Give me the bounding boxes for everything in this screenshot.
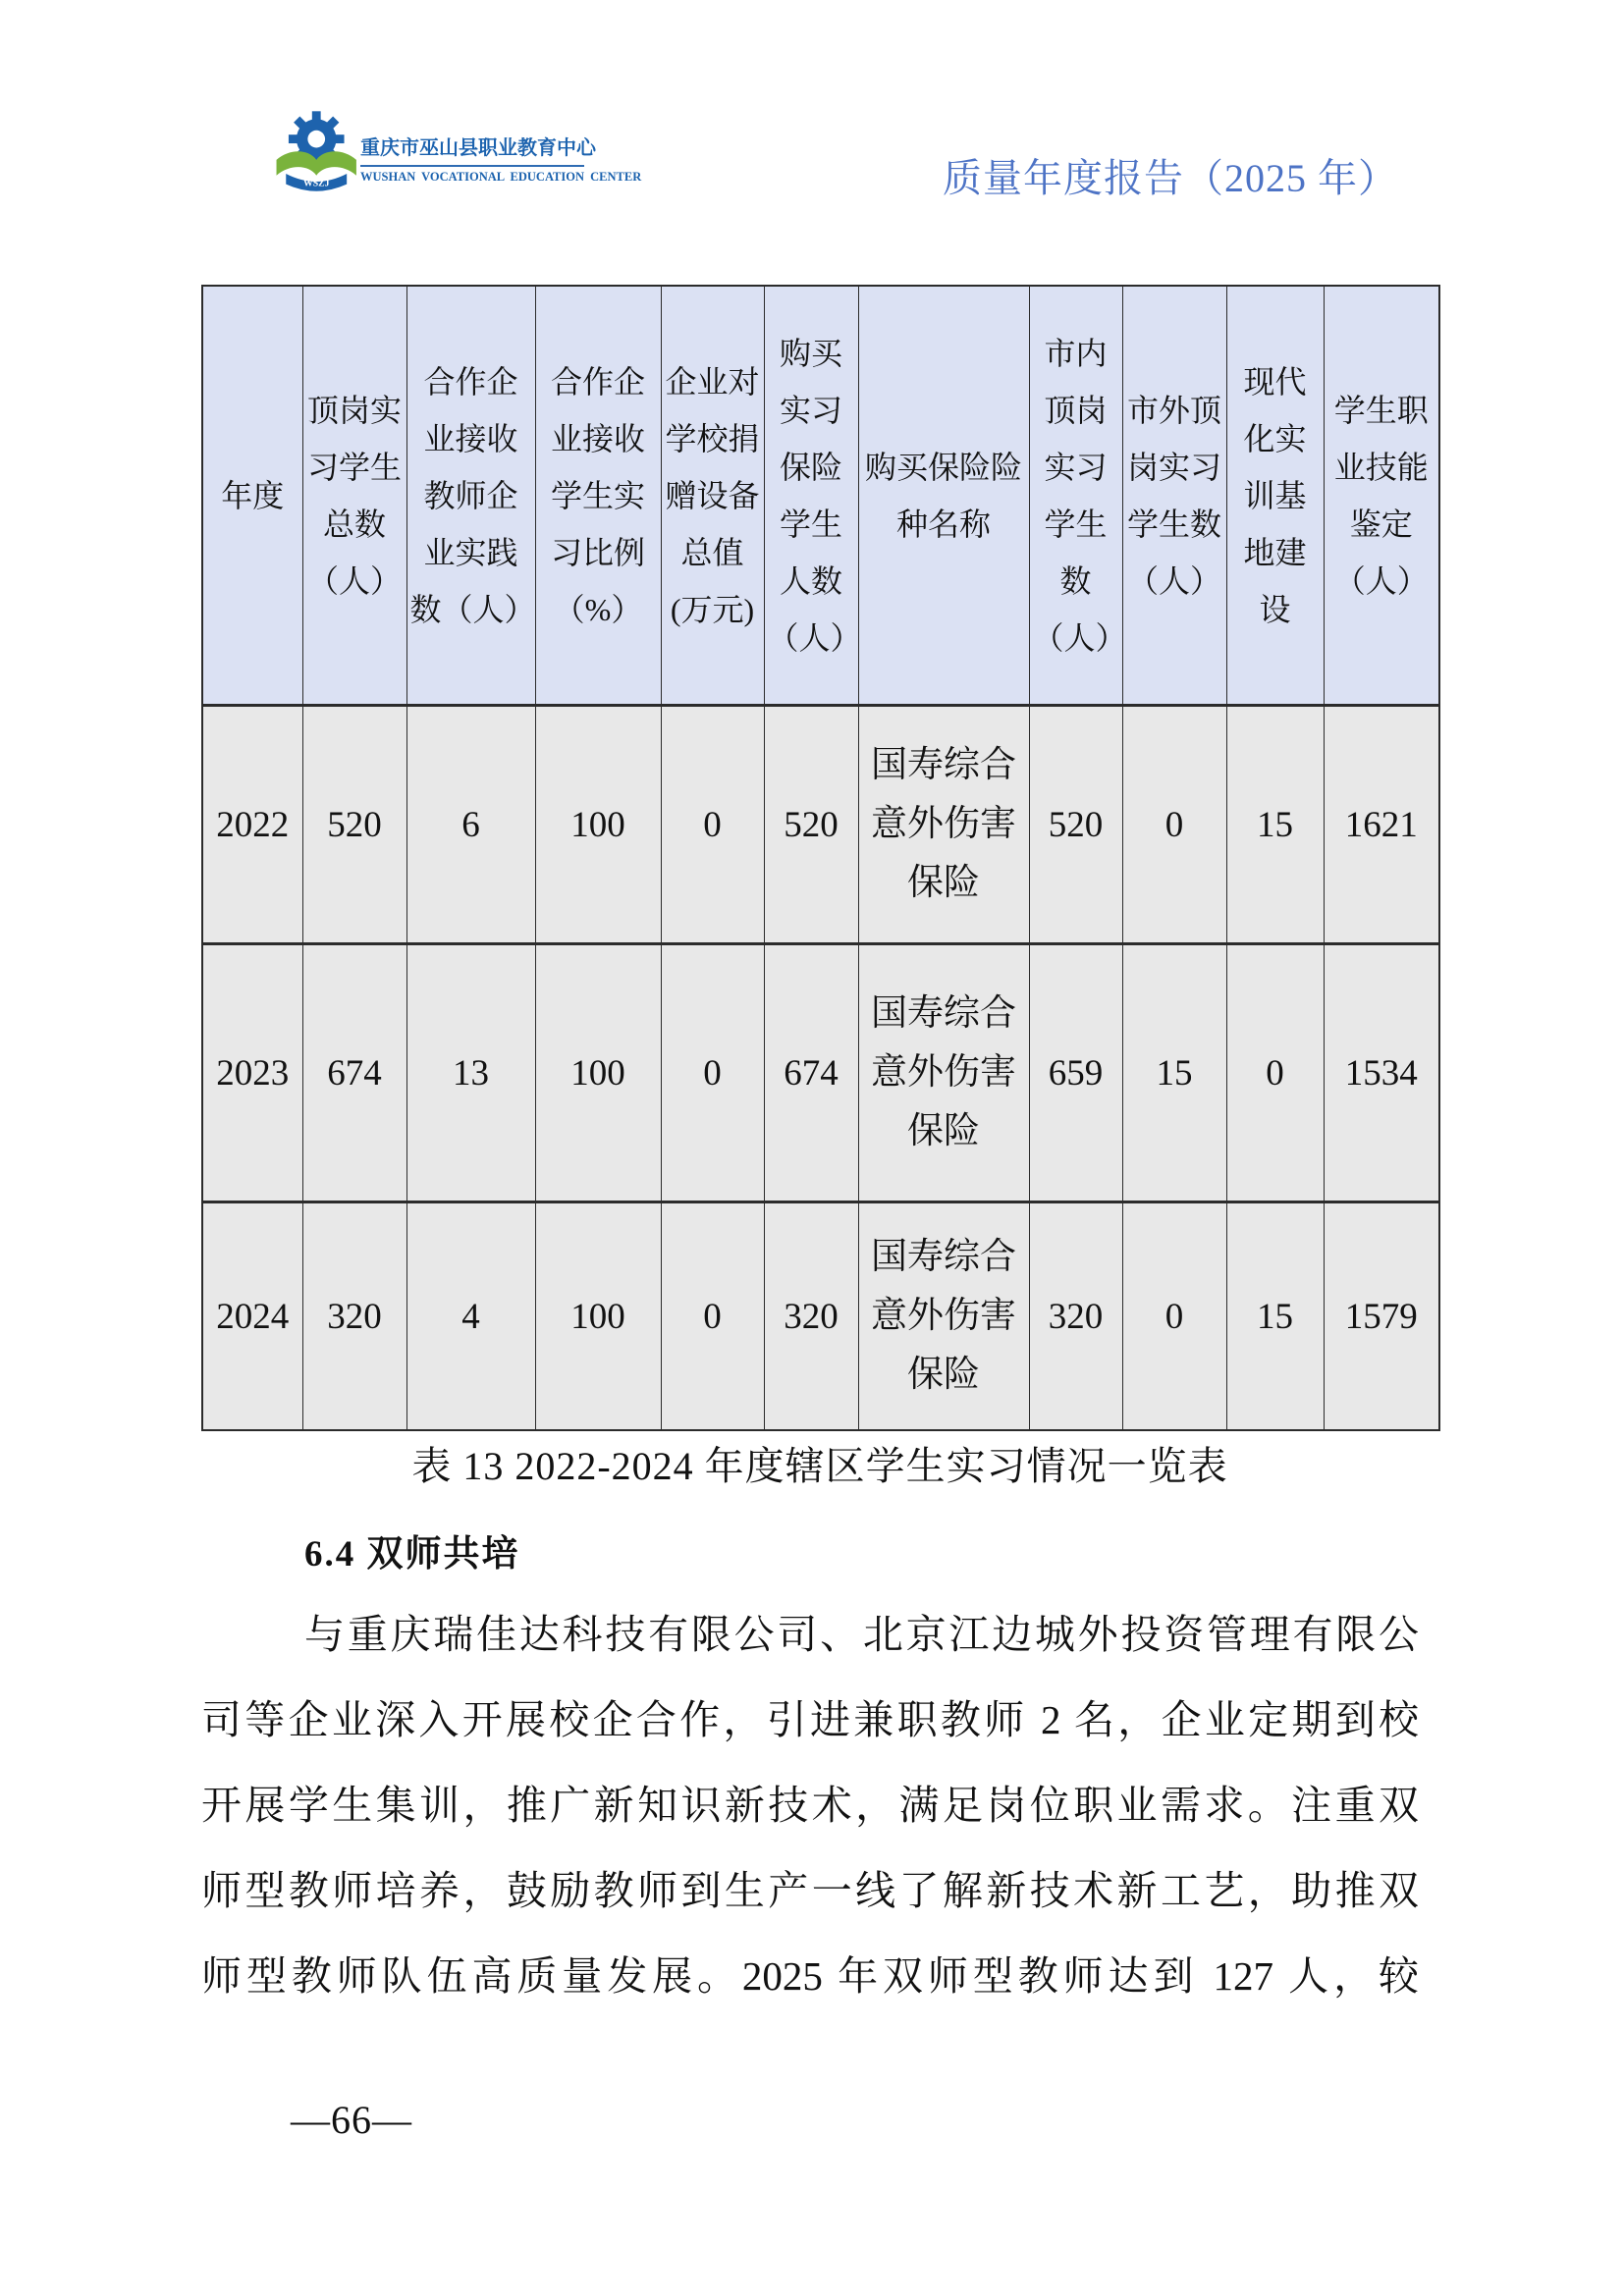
school-logo xyxy=(273,106,363,196)
cell-year: 2023 xyxy=(202,944,302,1202)
col-header-insured-count: 购买实习保险学生人数（人） xyxy=(764,286,858,706)
body-paragraph xyxy=(201,1592,1419,2019)
cell-year: 2024 xyxy=(202,1202,302,1431)
cell-intern-ratio: 100 xyxy=(535,706,661,944)
cell-intern-total: 520 xyxy=(302,706,406,944)
cell-skill-cert: 1579 xyxy=(1324,1202,1439,1431)
org-name-block xyxy=(360,132,642,185)
col-header-year: 年度 xyxy=(202,286,302,706)
cell-teacher-practice: 13 xyxy=(406,944,535,1202)
paragraph-line: 与重庆瑞佳达科技有限公司、北京江边城外投资管理有限公 xyxy=(304,1612,1419,1657)
cell-training-base: 0 xyxy=(1226,944,1324,1202)
cell-teacher-practice: 4 xyxy=(406,1202,535,1431)
logo-badge-text: WSZJ xyxy=(302,178,330,189)
cell-intern-ratio: 100 xyxy=(535,944,661,1202)
internship-table xyxy=(201,285,1440,1431)
col-header-intern-inside: 市内顶岗实习学生数（人） xyxy=(1029,286,1122,706)
cell-training-base: 15 xyxy=(1226,1202,1324,1431)
col-header-teacher-practice: 合作企业接收教师企业实践数（人） xyxy=(406,286,535,706)
org-name-en: WUSHAN VOCATIONAL EDUCATION CENTER xyxy=(360,170,642,184)
paragraph-line: 师型教师培养，鼓励教师到生产一线了解新技术新工艺，助推双 xyxy=(201,1868,1419,1913)
col-header-intern-ratio: 合作企业接收学生实习比例（%） xyxy=(535,286,661,706)
report-title: 质量年度报告（2025 年） xyxy=(943,156,1398,200)
cell-intern-ratio: 100 xyxy=(535,1202,661,1431)
col-header-intern-total: 顶岗实习学生总数（人） xyxy=(302,286,406,706)
cell-donation: 0 xyxy=(661,1202,764,1431)
paragraph-line: 师型教师队伍高质量发展。2025 年双师型教师达到 127 人，较 xyxy=(201,1953,1419,1999)
table-row-2022 xyxy=(202,706,1439,944)
cell-intern-inside: 320 xyxy=(1029,1202,1122,1431)
cell-intern-outside: 0 xyxy=(1122,706,1226,944)
org-name-zh: 重庆市巫山县职业教育中心 xyxy=(360,137,596,159)
cell-insured-count: 674 xyxy=(764,944,858,1202)
cell-insurance-name: 国寿综合意外伤害保险 xyxy=(858,944,1029,1202)
cell-intern-inside: 520 xyxy=(1029,706,1122,944)
gear-book-logo-icon xyxy=(273,106,363,196)
cell-donation: 0 xyxy=(661,944,764,1202)
cell-insured-count: 320 xyxy=(764,1202,858,1431)
cell-intern-outside: 15 xyxy=(1122,944,1226,1202)
table-header-row xyxy=(202,286,1439,706)
cell-intern-total: 674 xyxy=(302,944,406,1202)
table-row-2023 xyxy=(202,944,1439,1202)
paragraph-line: 司等企业深入开展校企合作，引进兼职教师 2 名，企业定期到校 xyxy=(201,1697,1419,1742)
cell-intern-total: 320 xyxy=(302,1202,406,1431)
cell-teacher-practice: 6 xyxy=(406,706,535,944)
col-header-donation: 企业对学校捐赠设备总值(万元) xyxy=(661,286,764,706)
col-header-intern-outside: 市外顶岗实习学生数（人） xyxy=(1122,286,1226,706)
table-row-2024 xyxy=(202,1202,1439,1431)
cell-intern-inside: 659 xyxy=(1029,944,1122,1202)
col-header-skill-cert: 学生职业技能鉴定（人） xyxy=(1324,286,1439,706)
cell-training-base: 15 xyxy=(1226,706,1324,944)
col-header-training-base: 现代化实训基地建设 xyxy=(1226,286,1324,706)
cell-intern-outside: 0 xyxy=(1122,1202,1226,1431)
cell-year: 2022 xyxy=(202,706,302,944)
cell-skill-cert: 1621 xyxy=(1324,706,1439,944)
cell-insured-count: 520 xyxy=(764,706,858,944)
org-divider-line xyxy=(360,165,584,167)
cell-insurance-name: 国寿综合意外伤害保险 xyxy=(858,1202,1029,1431)
cell-insurance-name: 国寿综合意外伤害保险 xyxy=(858,706,1029,944)
section-heading: 6.4 双师共培 xyxy=(304,1534,520,1575)
cell-donation: 0 xyxy=(661,706,764,944)
page-number: —66— xyxy=(291,2098,412,2142)
col-header-insurance-name: 购买保险险种名称 xyxy=(858,286,1029,706)
paragraph-line: 开展学生集训，推广新知识新技术，满足岗位职业需求。注重双 xyxy=(201,1783,1419,1828)
table-caption: 表 13 2022-2024 年度辖区学生实习情况一览表 xyxy=(411,1444,1228,1488)
cell-skill-cert: 1534 xyxy=(1324,944,1439,1202)
